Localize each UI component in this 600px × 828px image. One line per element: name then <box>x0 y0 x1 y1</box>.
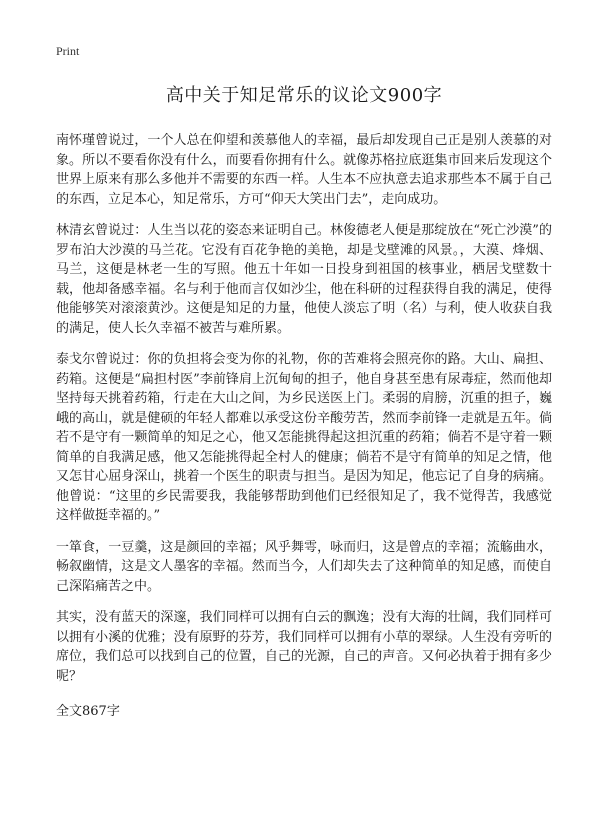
article-paragraph-5: 其实，没有蓝天的深邃，我们同样可以拥有白云的飘逸；没有大海的壮阔，我们同样可以拥有小溪的优雅；没有原野的芬芳，我们同样可以拥有小草的翠绿。人生没有旁听的席位，我们总可以找到自己的位置，自己的光源，自己的声音。又何必执着于拥有多少呢？ <box>56 610 552 684</box>
article-paragraph-2: 林清玄曾说过：人生当以花的姿态来证明自己。林俊德老人便是那绽放在“死亡沙漠”的罗布泊大沙漠的马兰花。它没有百花争艳的美艳，却是戈壁滩的风景。，大漠、烽烟、马兰，这便是林老一生的写照。他五十年如一日投身到祖国的核事业，栖居戈壁数十载，他却备感幸福。名与利于他而言仅如沙尘，他在科研的过程获得自我的满足，使得他能够笑对滚滚黄沙。这便是知足的力量，他使人淡忘了明（名）与利，使人收获自我的满足，使人长久幸福不被苦与难所累。 <box>56 223 552 336</box>
document-page <box>56 44 552 722</box>
print-link[interactable]: Print <box>56 44 80 58</box>
word-count: 全文867字 <box>56 704 120 719</box>
article-paragraph-4: 一箪食，一豆羹，这是颜回的幸福；风乎舞雩，咏而归，这是曾点的幸福；流觞曲水，畅叙幽情，这是文人墨客的幸福。然而当今，人们却失去了这种简单的知足感，而使自己深陷痛苦之中。 <box>56 539 552 594</box>
page-title: 高中关于知足常乐的议论文900字 <box>165 85 443 106</box>
article-paragraph-3: 泰戈尔曾说过：你的负担将会变为你的礼物，你的苦难将会照亮你的路。大山、扁担、药箱。这便是“扁担村医”李前锋肩上沉甸甸的担子，他自身甚至患有尿毒症，然而他却坚持每天挑着药箱，行走在大山之间，为乡民送医上门。柔弱的肩膀，沉重的担子，巍峨的高山，就是健硕的年轻人都难以承受这份辛酸劳苦，然而李前锋一走就是五年。倘若不是守有一颗简单的知足之心，他又怎能挑得起这担沉重的药箱；倘若不是守着一颗简单的自我满足感，他又怎能挑得起全村人的健康；倘若不是守有简单的知足之情，他又怎甘心屈身深山，挑着一个医生的职责与担当。是因为知足，他忘记了自身的病痛。他曾说：“这里的乡民需要我，我能够帮助到他们已经很知足了，我不觉得苦，我感觉这样做挺幸福的。” <box>56 352 552 523</box>
article-paragraph-1: 南怀瑾曾说过，一个人总在仰望和羡慕他人的幸福，最后却发现自己正是别人羡慕的对象。所以不要看你没有什么，而要看你拥有什么。就像苏格拉底逛集市回来后发现这个世界上原来有那么多他并不需要的东西一样。人生本不应执意去追求那些本不属于自己的东西，立足本心，知足常乐，方可“仰天大笑出门去”，走向成功。 <box>56 133 552 207</box>
